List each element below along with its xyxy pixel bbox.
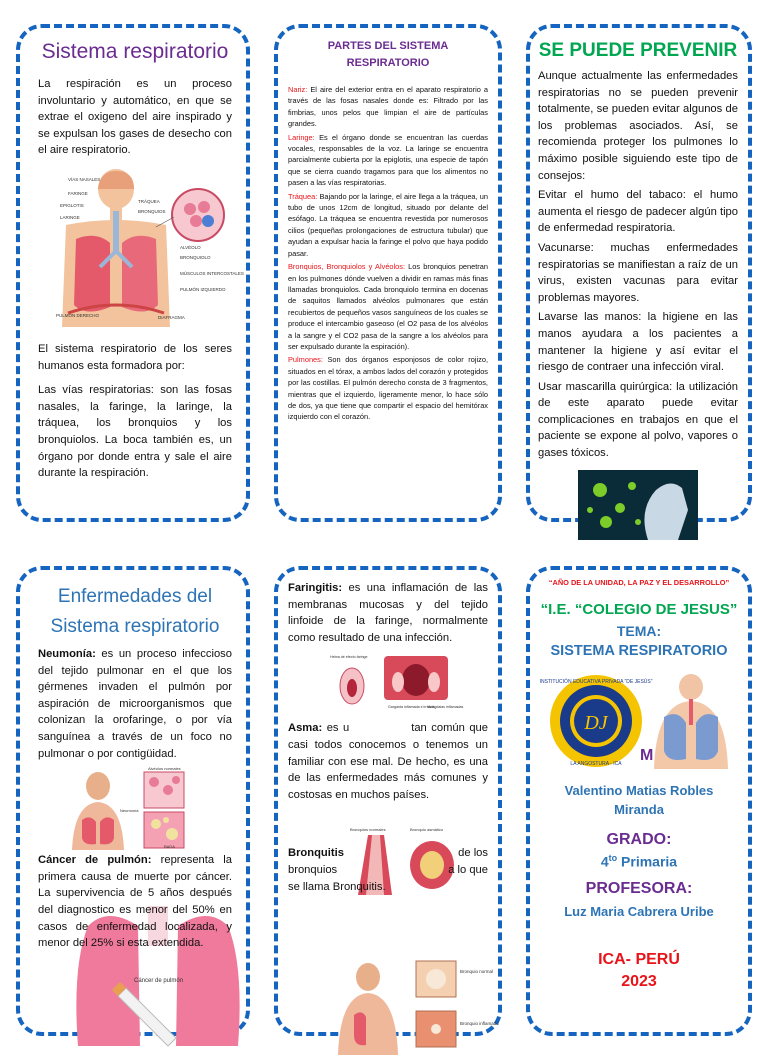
prevent-manos: Lavarse las manos: la higiene en las manos ayudara a los pacientes a mantener la higiene y así evitar el riesgo de contraer una infección viral. (538, 311, 738, 374)
label-vias-nasales: VÍAS NASALES (68, 176, 101, 182)
label-alveolo: ALVÉOLO (180, 244, 201, 250)
place: ICA- PERÚ (598, 950, 680, 968)
panel-se-puede-prevenir (526, 24, 752, 522)
label-bada: BADA (164, 844, 175, 850)
grado-value: $4^{to}$ Primaria (600, 853, 678, 870)
prevent-tabaco: Evitar el humo del tabaco: el humo aumenta el riesgo de padecer algún tipo de enfermedad respiratoria. (538, 189, 738, 235)
item-laringe: Laringe: Es el órgano donde se encuentran las cuerdas vocales, responsables de la voz. La laringe se encuentra parcialmente cubierta por la epiglotis, una especie de tapón que se cierra cuando tragamos para que los alimentos no pasen a las vías respiratorias. (288, 132, 488, 188)
neumonia-illustration (68, 768, 218, 850)
label-bronquio-asmatico: Bronquio asmático (410, 827, 444, 833)
label-bronquiolo: BRONQUIOLO (180, 254, 211, 260)
panel1-title: Sistema respiratorio (41, 40, 229, 63)
label-pulmon-izquierdo: PULMÓN IZQUIERDO (180, 286, 226, 292)
label-laringe: LARINGE (60, 214, 80, 220)
bronquio-inflamado-illustration (328, 955, 498, 1055)
prevent-mascarilla: Usar mascarilla quirúrgica: la utilización de este aparato puede evitar complicaciones en trabajos en que el paciente se expone al polvo, vapores o gases tóxicos. (538, 380, 738, 460)
item-nariz: Nariz: El aire del exterior entra en el aparato respiratorio a través de las fosas nasales donde es: Filtrado por las fimbrias, unos pelos que limpian el aire de partículas grandes. (288, 85, 488, 129)
panel1-para2: El sistema respiratorio de los seres humanos esta formadora por: (38, 342, 232, 372)
panel-faringitis-asma (274, 566, 502, 1036)
label-traquea: TRÁQUEA (138, 198, 160, 204)
item-cancer: Cáncer de pulmón: representa la primera causa de muerte por cáncer. La supervivencia de 5 años después del diagnostico es menor del 50% en casos de enfermedad localizada, y menor del 25% si esta extendida. (38, 854, 232, 950)
item-faringitis: Faringitis: es una inflamación de las membranas mucosas y del tejido linfoide de la faringe, normalmente como resultado de una infección. (288, 582, 488, 644)
panel3-title: SE PUEDE PREVENIR (538, 40, 738, 61)
faringitis-illustration (328, 652, 468, 712)
label-bronquio-inflamado: Bronquio inflamado (460, 1021, 499, 1027)
profesora-name: Luz Maria Cabrera Uribe (564, 903, 714, 919)
item-asma: Asma: es u tan común que casi todos conocemos o tenemos un familiar con ese mal. De hecho, es una de las enfermedades más comunes y costosas en muchos países. (288, 722, 488, 801)
label-cancer-pulmon: Cáncer de pulmón (134, 978, 184, 985)
label-bronquios-normales: Bronquios normales (350, 827, 386, 833)
label-musculos: MÚSCULOS INTERCOSTALES (180, 270, 244, 276)
panel-partes-sistema (274, 24, 502, 522)
label-epiglotis: EPIGLOTIS (60, 202, 84, 208)
panel4-title: Enfermedades del Sistema respiratorio (50, 586, 220, 637)
panel-enfermedades (16, 566, 250, 1036)
item-neumonia: Neumonía: es un proceso infeccioso del tejido pulmonar en el que los gérmenes invaden el pulmón por aspiración de microorganismos que colonizan la orofaringe, o por vía sanguínea a través de un foco no pulmonar o por contigüidad. (38, 648, 232, 760)
school-name: “I.E. “COLEGIO DE JESUS” (540, 601, 738, 618)
panel-portada (526, 566, 752, 1036)
school-seal-logo (539, 673, 653, 769)
prevent-intro: Aunque actualmente las enfermedades respiratorias no se pueden prevenir totalmente, se pueden evitar algunos de los problemas asociados. Así, se recomienda proteger los pulmones lo máximo posible siguiendo este tipo de consejos: (538, 70, 738, 182)
lungs-illustration (646, 673, 736, 769)
svg-text:LA ANGOSTURA - ICA: LA ANGOSTURA - ICA (570, 761, 622, 767)
item-bronquios: Bronquios, Bronquiolos y Alvéolos: Los bronquios penetran en los pulmones dónde vuelven a dividir en ramas más finas llamadas bronquiolos. Cada bronquiolo termina en docenas de saquitos llamados alvéolos pulmonares que están recubiertos de pequeños vasos sanguíneos de los cuales se produce el intercambio gaseoso (el O2 pasa de los alvéolos a la sangre y el CO2 pasa de la sangre a los alvéolos para ser expulsado durante la espiración). (288, 262, 488, 351)
student-name: Valentino Matias Robles Miranda (564, 783, 714, 817)
tema-label: TEMA: (616, 623, 662, 639)
panel1-para3: Las vías respiratorias: son las fosas nasales, la faringe, la laringe, la tráquea, los bronquios y los bronquiolos. La boca también es, un órgano por donde entra y sale el aire durante la respiración. (38, 384, 232, 480)
item-traquea: Tráquea: Bajando por la laringe, el aire llega a la tráquea, un tubo de unos 12cm de longitud, situado por delante del esófago. La tráquea se encuentra revestida por numerosos cilios (pequeñas prolongaciones de estructura tubular) que ayudan a expulsar hacia la faringe el polvo que haya podido pasar. (288, 191, 488, 258)
motto: “AÑO DE LA UNIDAD, LA PAZ Y EL DESARROLLO” (548, 578, 730, 587)
label-amigdalas: Amígdalas inflamadas (428, 705, 464, 710)
label-bronquio-normal: Bronquio normal (460, 969, 494, 975)
prevent-vacuna: Vacunarse: muchas enfermedades respiratorias se manifiestan a raíz de un virus, existen vacunas para evitar problemas mayores. (538, 241, 738, 304)
svg-text:INSTITUCIÓN EDUCATIVA PRIVADA: INSTITUCIÓN EDUCATIVA PRIVADA “DE JESÚS” (539, 679, 653, 685)
label-diafragma: DIAFRAGMA (158, 314, 185, 320)
label-faringe: FARINGE (68, 190, 88, 196)
label-bronquios: BRONQUIOS (138, 208, 166, 214)
panel1-intro: La respiración es un proceso involuntario y automático, en que se extrae el oxigeno del aire inspirado y se expulsan los gases de desecho con el aire respiratorio. (38, 78, 232, 157)
svg-text:DJ: DJ (584, 712, 608, 734)
panel-sistema-respiratorio (16, 24, 250, 522)
respiratory-system-diagram (38, 167, 244, 327)
label-hebra: Hebra de efecto faringe (330, 655, 368, 660)
item-pulmones: Pulmones: Son dos órganos esponjosos de color rojizo, situados en el tórax, a ambos lados del corazón y protegidos por las costillas. El pulmón derecho consta de 3 fragmentos, mientras que el izquierdo, ligeramente menor, lo hace sólo de dos, ya que tiene que compartir el espacio del hemitórax izquierdo con el corazón. (288, 355, 488, 422)
panel2-title: PARTES DEL SISTEMA RESPIRATORIO (327, 40, 449, 69)
tema-value: SISTEMA RESPIRATORIO (550, 643, 728, 659)
year: 2023 (621, 972, 657, 990)
item-bronquitis: Bronquitis de los bronquios a lo que se llama Bronquitis. (288, 847, 488, 893)
label-pulmon-derecho: PULMÓN DERECHO (56, 312, 100, 318)
grado-label: GRADO: (606, 831, 672, 848)
virus-inhalation-image (578, 470, 698, 540)
stray-letter: M (640, 747, 654, 764)
profesora-label: PROFESORA: (585, 879, 693, 897)
label-garganta: Garganta inflamada e irritada (388, 705, 435, 710)
label-neumonia: Neumonía (120, 808, 139, 814)
label-alveolos-normales: Alvéolos normales (148, 766, 181, 772)
